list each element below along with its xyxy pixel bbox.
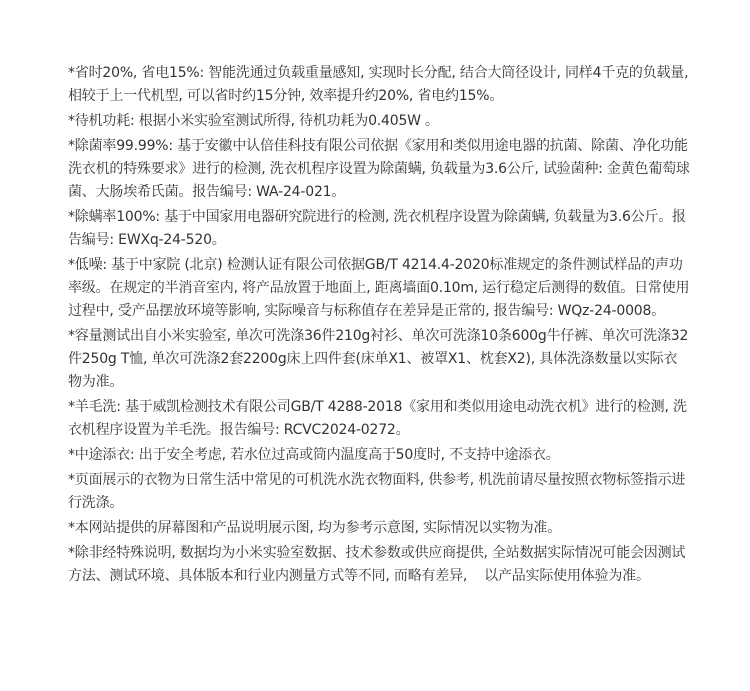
note-low-noise: *低噪: 基于中家院 (北京) 检测认证有限公司依据GB/T 4214.4-2020标准规定的条件测试样品的声功率级。在规定的半消音室内, 将产品放置于地面上, 距离墙面0.10m, 运行稳定后测得的数值。日常使用过程中, 受产品摆放环境等影响, 实际噪音与标称值存在差异是正常的, 报告编号: WQz-24-0008。 — [68, 257, 690, 319]
note-displayed-clothing: *页面展示的衣物为日常生活中常见的可机洗水洗衣物面料, 供参考, 机洗前请尽量按照衣物标签指示进行洗涤。 — [68, 472, 686, 511]
note-reference-images: *本网站提供的屏幕图和产品说明展示图, 均为参考示意图, 实际情况以实物为准。 — [68, 520, 561, 536]
disclaimer-notes — [68, 62, 690, 590]
note-add-clothes-midway: *中途添衣: 出于安全考虑, 若水位过高或筒内温度高于50度时, 不支持中途添衣。 — [68, 447, 560, 463]
note-data-source: *除非经特殊说明, 数据均为小米实验室数据、技术参数或供应商提供, 全站数据实际情况可能会因测试方法、测试环境、具体版本和行业内测量方式等不同, 而略有差异, 以产品实际使用体验为准。 — [68, 545, 686, 584]
note-sterilization-rate: *除菌率99.99%: 基于安徽中认倍佳科技有限公司依据《家用和类似用途电器的抗菌、除菌、净化功能洗衣机的特殊要求》进行的检测, 洗衣机程序设置为除菌螨, 负载量为3.6公斤, 试验菌种: 金黄色葡萄球菌、大肠埃希氏菌。报告编号: WA-24-021。 — [68, 138, 690, 200]
note-mite-removal-rate: *除螨率100%: 基于中国家用电器研究院进行的检测, 洗衣机程序设置为除菌螨, 负载量为3.6公斤。报告编号: EWXq-24-520。 — [68, 209, 686, 248]
note-time-power-saving: *省时20%, 省电15%: 智能洗通过负载重量感知, 实现时长分配, 结合大筒径设计, 同样4千克的负载量, 相较于上一代机型, 可以省时约15分钟, 效率提升约20%, 省电约15%。 — [68, 65, 689, 104]
note-standby-power: *待机功耗: 根据小米实验室测试所得, 待机功耗为0.405W 。 — [68, 113, 439, 129]
note-capacity-test: *容量测试出自小米实验室, 单次可洗涤36件210g衬衫、单次可洗涤10条600g牛仔裤、单次可洗涤32件250g T恤, 单次可洗涤2套2200g床上四件套(床单X1、被罩X1、枕套X2), 具体洗涤数量以实际衣物为准。 — [68, 328, 689, 390]
note-wool-wash: *羊毛洗: 基于威凯检测技术有限公司GB/T 4288-2018《家用和类似用途电动洗衣机》进行的检测, 洗衣机程序设置为羊毛洗。报告编号: RCVC2024-0272。 — [68, 399, 687, 438]
